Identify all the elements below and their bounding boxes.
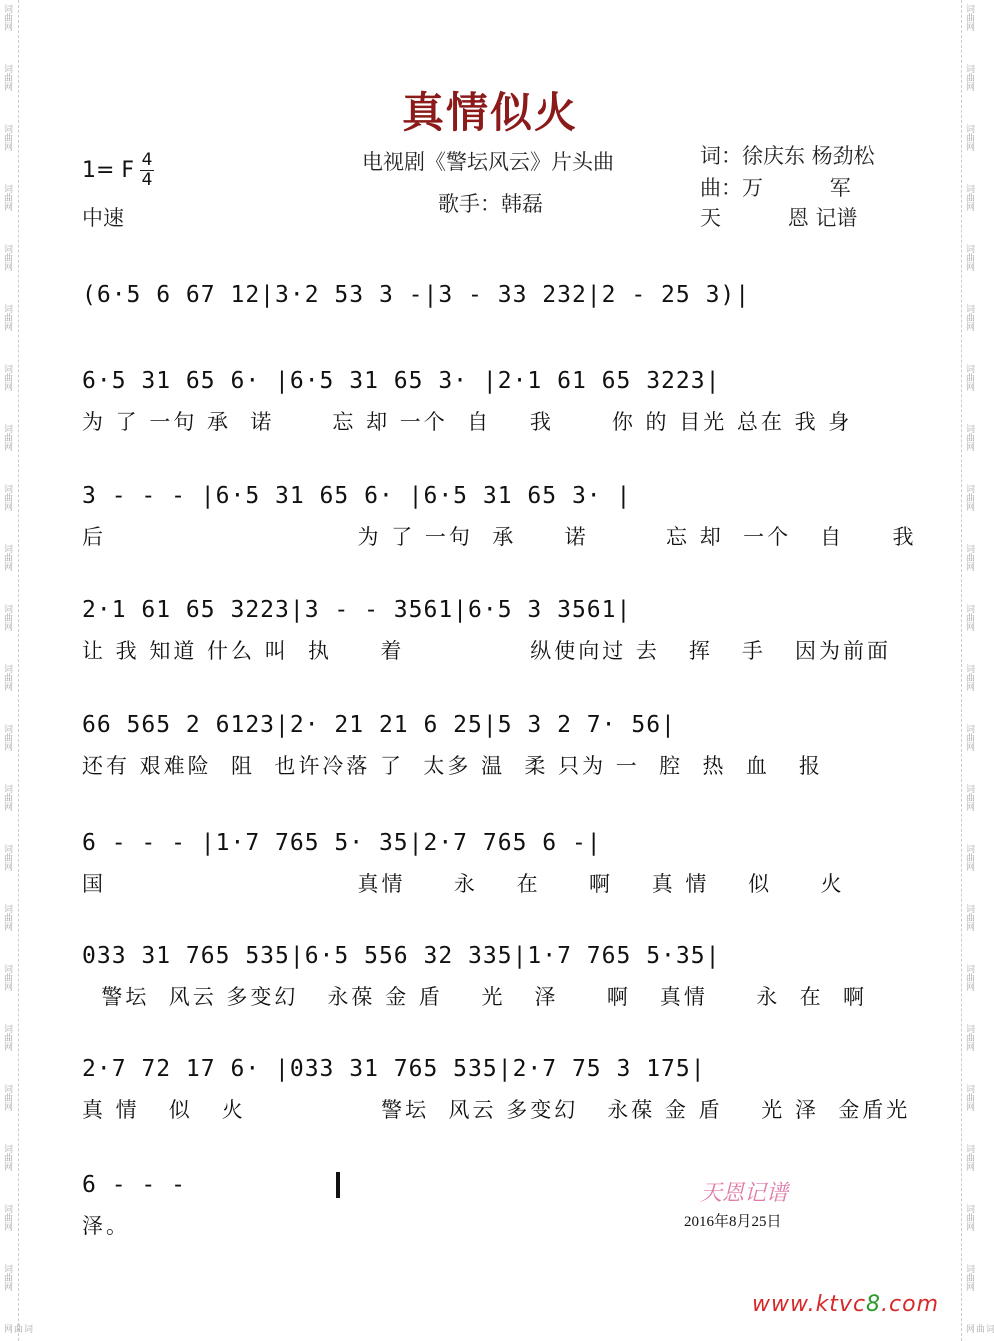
- url-suffix: .com: [881, 1292, 940, 1317]
- watermark-text: 词曲网: [964, 604, 974, 631]
- key-signature: 1= F: [82, 158, 135, 183]
- watermark-text: 词曲网: [964, 124, 974, 151]
- subtitle: 电视剧《警坛风云》片头曲: [362, 150, 614, 174]
- notation-line: 6·5 31 65 6· |6·5 31 65 3· |2·1 61 65 3223|: [82, 368, 721, 394]
- watermark-text: 词曲网: [2, 184, 12, 211]
- watermark-text: 词曲网: [2, 1024, 12, 1051]
- transcriber: 天 恩 记谱: [700, 206, 858, 230]
- watermark-text: 词曲网: [964, 244, 974, 271]
- watermark-text: 词曲网: [964, 1204, 974, 1231]
- watermark-text: 词曲网: [964, 964, 974, 991]
- watermark-text: 词曲网: [2, 64, 12, 91]
- time-denominator: 4: [141, 170, 153, 190]
- watermark-text: 词曲网: [964, 4, 974, 31]
- watermark-text: 词曲网: [964, 184, 974, 211]
- lyrics-line: 警坛 风云 多变幻 永葆 金 盾 光 泽 啊 真情 永 在 啊: [82, 985, 867, 1009]
- watermark-text: 词曲网: [2, 484, 12, 511]
- watermark-text: 词曲网: [964, 1024, 974, 1051]
- watermark-text: 词曲网: [964, 1144, 974, 1171]
- watermark-text: 词曲网: [964, 1264, 974, 1291]
- watermark-text: 词曲网: [2, 964, 12, 991]
- watermark-text: 词曲网: [964, 904, 974, 931]
- watermark-text: 词曲网: [964, 844, 974, 871]
- lyrics-line: 为 了 一句 承 诺 忘 却 一个 自 我 你 的 目光 总在 我 身: [82, 410, 853, 434]
- lyrics-line: 泽。: [82, 1214, 130, 1238]
- notation-line: 6 - - -: [82, 1172, 186, 1198]
- watermark-text: 词曲网: [2, 724, 12, 751]
- watermark-text: 词曲网: [2, 1144, 12, 1171]
- song-title: 真情似火: [401, 88, 578, 137]
- watermark-text: 词曲网: [2, 244, 12, 271]
- watermark-text: 词曲网: [2, 604, 12, 631]
- watermark-text: 词曲网: [964, 304, 974, 331]
- url-prefix: www.ktvc: [752, 1292, 867, 1317]
- left-watermark-strip: [0, 0, 32, 1341]
- lyrics-line: 后 为 了 一句 承 诺 忘 却 一个 自 我: [82, 525, 917, 549]
- watermark-text: 词曲网: [964, 1084, 974, 1111]
- watermark-text: 词曲网: [2, 424, 12, 451]
- time-numerator: 4: [141, 150, 153, 170]
- transcriber-stamp: 天恩记谱: [700, 1181, 789, 1206]
- lyrics-line: 真 情 似 火 警坛 风云 多变幻 永葆 金 盾 光 泽 金盾光: [82, 1098, 911, 1122]
- watermark-text: 词曲网: [964, 724, 974, 751]
- watermark-text: 词曲网: [964, 364, 974, 391]
- notation-line: 2·1 61 65 3223|3 - - 3561|6·5 3 3561|: [82, 597, 632, 623]
- notation-line: (6·5 6 67 12|3·2 53 3 -|3 - 33 232|2 - 25 3)|: [82, 282, 751, 308]
- watermark-text: 词曲网: [964, 664, 974, 691]
- watermark-text: 词曲网: [2, 844, 12, 871]
- watermark-text: 词曲网: [2, 1084, 12, 1111]
- tempo: 中速: [82, 206, 124, 230]
- watermark-text: 词曲网: [2, 1204, 12, 1231]
- watermark-text: 词曲网: [2, 364, 12, 391]
- watermark-text: 词曲网: [964, 64, 974, 91]
- watermark-text: 词曲网: [964, 484, 974, 511]
- watermark-text: 词曲网: [964, 1324, 994, 1333]
- watermark-text: 词曲网: [2, 1264, 12, 1291]
- watermark-text: 词曲网: [2, 304, 12, 331]
- date: 2016年8月25日: [684, 1214, 782, 1230]
- notation-line: 6 - - - |1·7 765 5· 35|2·7 765 6 -|: [82, 830, 602, 856]
- watermark-text: 词曲网: [964, 544, 974, 571]
- composer: 曲：万 军: [700, 176, 851, 200]
- notation-line: 2·7 72 17 6· |033 31 765 535|2·7 75 3 175|: [82, 1056, 706, 1082]
- notation-line: 3 - - - |6·5 31 65 6· |6·5 31 65 3· |: [82, 483, 632, 509]
- watermark-text: 词曲网: [2, 784, 12, 811]
- right-watermark-strip: [961, 0, 994, 1341]
- singer: 歌手：韩磊: [438, 192, 543, 216]
- lyrics-line: 国 真情 永 在 啊 真 情 似 火: [82, 872, 845, 896]
- watermark-text: 词曲网: [2, 904, 12, 931]
- lyrics-line: 让 我 知道 什么 叫 执 着 纵使向过 去 挥 手 因为前面: [82, 639, 891, 663]
- watermark-text: 词曲网: [2, 664, 12, 691]
- watermark-text: 词曲网: [2, 4, 12, 31]
- end-barline: [336, 1172, 340, 1198]
- notation-line: 033 31 765 535|6·5 556 32 335|1·7 765 5·35|: [82, 943, 721, 969]
- lyrics-line: 还有 艰难险 阻 也许冷落 了 太多 温 柔 只为 一 腔 热 血 报: [82, 754, 823, 778]
- watermark-text: 词曲网: [964, 424, 974, 451]
- watermark-text: 词曲网: [2, 544, 12, 571]
- url-digit: 8: [866, 1292, 882, 1317]
- lyricist: 词：徐庆东 杨劲松: [700, 144, 875, 168]
- watermark-text: 词曲网: [2, 124, 12, 151]
- time-signature: [140, 152, 154, 189]
- notation-line: 66 565 2 6123|2· 21 21 6 25|5 3 2 7· 56|: [82, 712, 676, 738]
- watermark-text: 词曲网: [964, 784, 974, 811]
- watermark-text: 词曲网: [2, 1324, 32, 1333]
- site-url: [752, 1292, 939, 1317]
